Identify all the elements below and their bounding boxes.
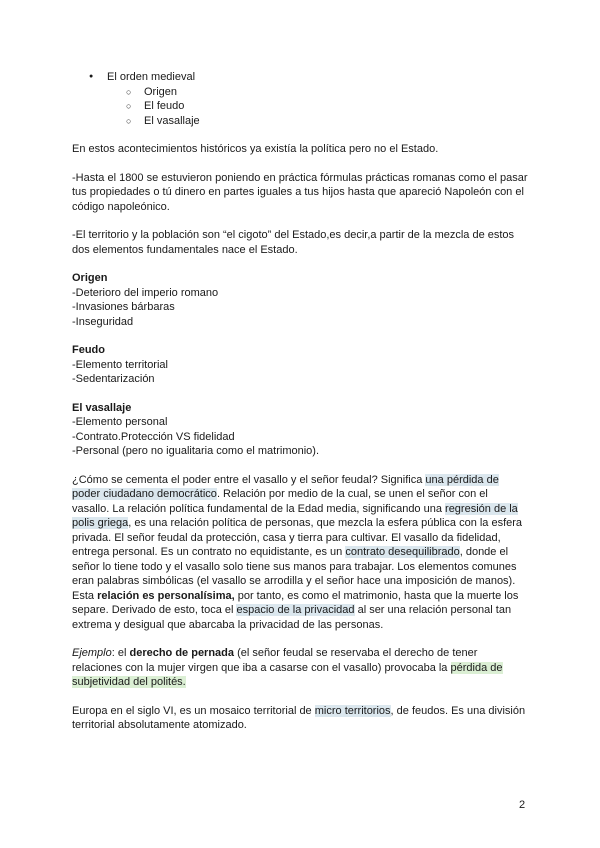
highlight-micro-territorios: micro territorios <box>314 704 391 717</box>
heading-origen: Origen <box>72 272 108 284</box>
origen-item: -Invasiones bárbaras <box>72 301 175 313</box>
outline-sub-item: ○ El vasallaje <box>107 114 528 129</box>
text-run: : el <box>111 647 130 659</box>
feudo-item: -Elemento territorial <box>72 358 168 371</box>
outline-main-item-label: El orden medieval <box>107 71 196 83</box>
paragraph-vasallaje-explanation <box>72 473 528 633</box>
origen-item: -Deterioro del imperio romano <box>72 286 219 299</box>
origen-item: -Inseguridad <box>72 315 134 328</box>
section-origen <box>72 271 528 329</box>
heading-feudo: Feudo <box>72 344 105 356</box>
text-run: ¿Cómo se cementa el poder entre el vasallo y el señor feudal? Significa <box>72 473 426 486</box>
document-page <box>72 70 528 733</box>
highlight-regresion-polis: regresión de la polis griega <box>72 502 518 529</box>
bold-relacion-personalisima: relación es personalísima, <box>97 589 235 602</box>
paragraph-cigoto: -El territorio y la población son “el cigoto” del Estado,es decir,a partir de la mezcla de estos dos elementos fundamentales nace el Estado. <box>72 229 515 256</box>
outline-sub-item: ○ El feudo <box>107 99 528 114</box>
section-feudo <box>72 343 528 387</box>
paragraph-europa <box>72 704 528 733</box>
paragraph-intro: En estos acontecimientos históricos ya existía la política pero no el Estado. <box>72 143 439 155</box>
paragraph-ejemplo <box>72 646 528 690</box>
outline-sub-list <box>107 85 528 129</box>
text-run: por tanto, es como el matrimonio, hasta que la muerte los separe. Derivado de esto, toca el <box>72 589 519 616</box>
highlight-espacio-privacidad: espacio de la privacidad <box>236 604 355 616</box>
text-run: (el señor feudal se reservaba el derecho de tener relaciones con la mujer virgen que iba a casarse con el vasallo) provocaba la <box>72 647 478 674</box>
page-number: 2 <box>519 799 526 811</box>
heading-vasallaje: El vasallaje <box>72 401 132 414</box>
section-vasallaje <box>72 401 528 459</box>
text-run: , es una relación política de personas, que mezcla la esfera pública con la esfera privada. El señor feudal da protección, casa y tierra para cultivar. El vasallo da fidelidad, entrega personal. Es un contrato no equidistante, es un <box>72 517 523 558</box>
italic-ejemplo: Ejemplo <box>72 647 112 659</box>
text-run: al ser una relación personal tan extrema y desigual que abarcaba la privacidad de las personas. <box>72 604 512 631</box>
vasallaje-item: -Personal (pero no igualitaria como el matrimonio). <box>72 445 319 457</box>
highlight-perdida-poder: una pérdida de poder ciudadano democrático <box>72 473 499 500</box>
highlight-perdida-subjetividad: pérdida de subjetividad del polités. <box>72 661 503 688</box>
highlight-contrato-desequilibrado: contrato desequilibrado <box>345 546 460 558</box>
outline-main-item <box>72 70 528 128</box>
text-run: , donde el señor lo tiene todo y el vasallo solo tiene sus manos para trabajar. Los elementos comunes eran palabras simbólicas (el vasallo se arrodilla y el señor hace una imposición de manos). Esta <box>72 546 517 602</box>
text-run: Europa en el siglo VI, es un mosaico territorial de <box>72 704 315 717</box>
text-run: . Relación por medio de la cual, se unen el señor con el vasallo. La relación política fundamental de la Edad media, significando una <box>72 488 488 515</box>
feudo-item: -Sedentarización <box>72 373 155 385</box>
vasallaje-item: -Elemento personal <box>72 416 168 428</box>
outline-list <box>72 70 528 128</box>
bold-derecho-pernada: derecho de pernada <box>129 647 235 659</box>
vasallaje-item: -Contrato.Protección VS fidelidad <box>72 430 235 443</box>
paragraph-napoleon: -Hasta el 1800 se estuvieron poniendo en práctica fórmulas prácticas romanas como el pasar tus propiedades o tú dinero en partes iguales a tus hijos hasta que apareció Napoleón con el código napoleónico. <box>72 171 528 213</box>
text-run: , de feudos. Es una división territorial absolutamente atomizado. <box>72 704 526 731</box>
outline-sub-item: ○ Origen <box>107 85 528 100</box>
